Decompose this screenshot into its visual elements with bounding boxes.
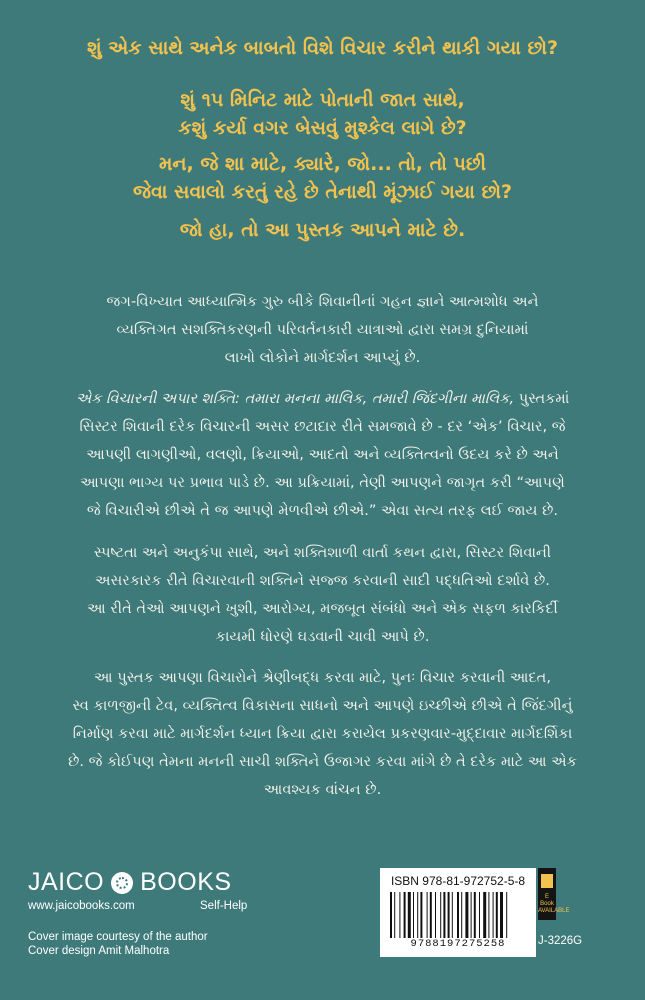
- barcode-digits: 9788197275258: [410, 938, 506, 950]
- barcode-bar: [443, 892, 445, 938]
- paragraph-2-line-1: [28, 385, 617, 414]
- ebook-icon: [541, 874, 553, 888]
- barcode-bar: [408, 892, 411, 938]
- jaico-books-logo: [28, 868, 232, 897]
- barcode-bar: [496, 892, 498, 938]
- paragraph-2-line-2: સિસ્ટર શિવાની દરેક વિચારની અસર છટાદાર રીતે સમજાવે છે - દર ‘એક’ વિચાર, જે: [79, 418, 566, 435]
- logo-word-books: BOOKS: [140, 868, 232, 896]
- paragraph-3-line-3: આ રીતે તેઓ આપણને ખુશી, આરોગ્ય, મજબૂત સંબંધો અને એક સફળ કારકિર્દી: [87, 600, 558, 617]
- barcode-bar: [435, 892, 436, 938]
- barcode-bar: [448, 892, 450, 938]
- barcode-bars-icon: [390, 892, 526, 938]
- barcode-bar: [479, 892, 480, 938]
- category-label: Self-Help: [200, 900, 248, 912]
- ebook-label: E Book AVAILABLE: [538, 894, 570, 914]
- headline-6: જો હા, તો આ પુસ્તક આપને માટે છે.: [179, 219, 466, 241]
- isbn-barcode: [380, 868, 536, 957]
- paragraph-2-line-4: આપણા ભાગ્ય પર પ્રભાવ પાડે છે. આ પ્રક્રિયામાં, તેણી આપણને જાગૃત કરી “આપણે: [80, 474, 565, 491]
- barcode-bar: [483, 892, 486, 938]
- paragraph-1-line-2: વ્યક્તિગત સશક્તિકરણની પરિવર્તનકારી યાત્રાઓ દ્વારા સમગ્ર દુનિયામાં: [116, 321, 529, 338]
- headline-4: મન, જે શા માટે, ક્યારે, જો... તો, તો પછી: [158, 153, 487, 175]
- paragraph-3-line-1: સ્પષ્ટતા અને અનુકંપા સાથે, અને શક્તિશાળી વાર્તા કથન દ્વારા, સિસ્ટર શિવાની: [93, 544, 552, 561]
- headline-2: શું ૧૫ મિનિટ માટે પોતાની જાત સાથે,: [180, 89, 465, 111]
- cover-design-credit: Cover design Amit Malhotra: [28, 945, 170, 957]
- barcode-bar: [465, 892, 468, 938]
- product-code: J-3226G: [538, 935, 583, 947]
- barcode-bar: [461, 892, 462, 938]
- barcode-bar: [430, 892, 432, 938]
- paragraph-3-line-4: કાયમી ધોરણે ઘડવાની ચાવી આપે છે.: [215, 628, 430, 645]
- barcode-bar: [452, 892, 453, 938]
- barcode-bar: [506, 892, 507, 938]
- barcode-bar: [474, 892, 476, 938]
- paragraph-1-line-1: જગ-વિખ્યાત આધ્યાત્મિક ગુરુ બીકે શિવાનીનાં ગહન જ્ઞાને આત્મશોધ અને: [106, 293, 539, 310]
- headline-3: કશું કર્યા વગર બેસવું મુશ્કેલ લાગે છે?: [178, 117, 467, 139]
- barcode-bar: [493, 892, 494, 938]
- paragraph-4-line-3: નિર્માણ કરવા માટે માર્ગદર્શન ધ્યાન ક્રિયા દ્વારા કરાયેલ પ્રકરણવાર-મુદ્દાવાર માર્ગદર્શિકા: [72, 725, 573, 742]
- isbn-number: ISBN 978-81-972752-5-8: [390, 874, 526, 888]
- barcode-bar: [413, 892, 414, 938]
- headline-5: જેવા સવાલો કરતું રહે છે તેનાથી મૂંઝાઈ ગયા છો?: [132, 181, 513, 203]
- paragraph-4-line-1: આ પુસ્તક આપણા વિચારોને શ્રેણીબદ્ધ કરવા માટે, પુનઃ વિચાર કરવાની આદત,: [94, 669, 551, 686]
- paragraph-4-line-4: છે. જે કોઈપણ તેમના મનની સાચી શક્તિને ઉજાગર કરવા માંગે છે તે દરેક માટે આ એક: [68, 753, 577, 770]
- barcode-bar: [417, 892, 418, 938]
- barcode-bar: [394, 892, 395, 938]
- barcode-bar: [390, 892, 392, 938]
- cover-image-credit: Cover image courtesy of the author: [28, 931, 208, 943]
- headline-1: શું એક સાથે અનેક બાબતો વિશે વિચાર કરીને થાકી ગયા છો?: [86, 37, 559, 59]
- barcode-bar: [457, 892, 459, 938]
- book-title-italic: એક વિચારની અપાર શક્તિ: તમારા મનના માલિક, તમારી જિંદગીના માલિક,: [75, 390, 515, 407]
- barcode-bar: [500, 892, 503, 938]
- barcode-bar: [399, 892, 400, 938]
- paragraph-2-line-1-rest: પુસ્તકમાં: [514, 390, 570, 407]
- paragraph-2-line-5: જે વિચારીએ છીએ તે જ આપણે મેળવીએ છીએ.” એવા સત્ય તરફ લઈ જાય છે.: [86, 502, 559, 519]
- paragraph-3-line-2: અસરકારક રીતે વિચારવાની શક્તિને સજ્જ કરવાની સાદી પદ્ધતિઓ દર્શાવે છે.: [95, 572, 550, 589]
- ebook-available-badge: [538, 868, 570, 920]
- barcode-bar: [471, 892, 472, 938]
- barcode-bar: [488, 892, 489, 938]
- paragraph-4-line-2: સ્વ કાળજીની ટેવ, વ્યક્તિત્વ વિકાસના સાધનો અને આપણે ઇચ્છીએ છીએ તે જિંદગીનું: [72, 697, 573, 714]
- barcode-bar: [427, 892, 428, 938]
- publisher-website-link[interactable]: www.jaicobooks.com: [28, 900, 135, 912]
- barcode-bar: [404, 892, 406, 938]
- jaico-emblem-icon: [111, 872, 133, 894]
- barcode-bar: [440, 892, 441, 938]
- barcode-bar: [420, 892, 422, 938]
- paragraph-2-line-3: આપણી લાગણીઓ, વલણો, ક્રિયાઓ, આદતો અને વ્યક્તિત્વનો ઉદય કરે છે અને: [86, 446, 559, 463]
- paragraph-4-line-5: આવશ્યક વાંચન છે.: [263, 781, 382, 798]
- logo-word-jaico: JAICO: [28, 868, 105, 896]
- paragraph-1-line-3: લાખો લોકોને માર્ગદર્શન આપ્યું છે.: [224, 349, 421, 366]
